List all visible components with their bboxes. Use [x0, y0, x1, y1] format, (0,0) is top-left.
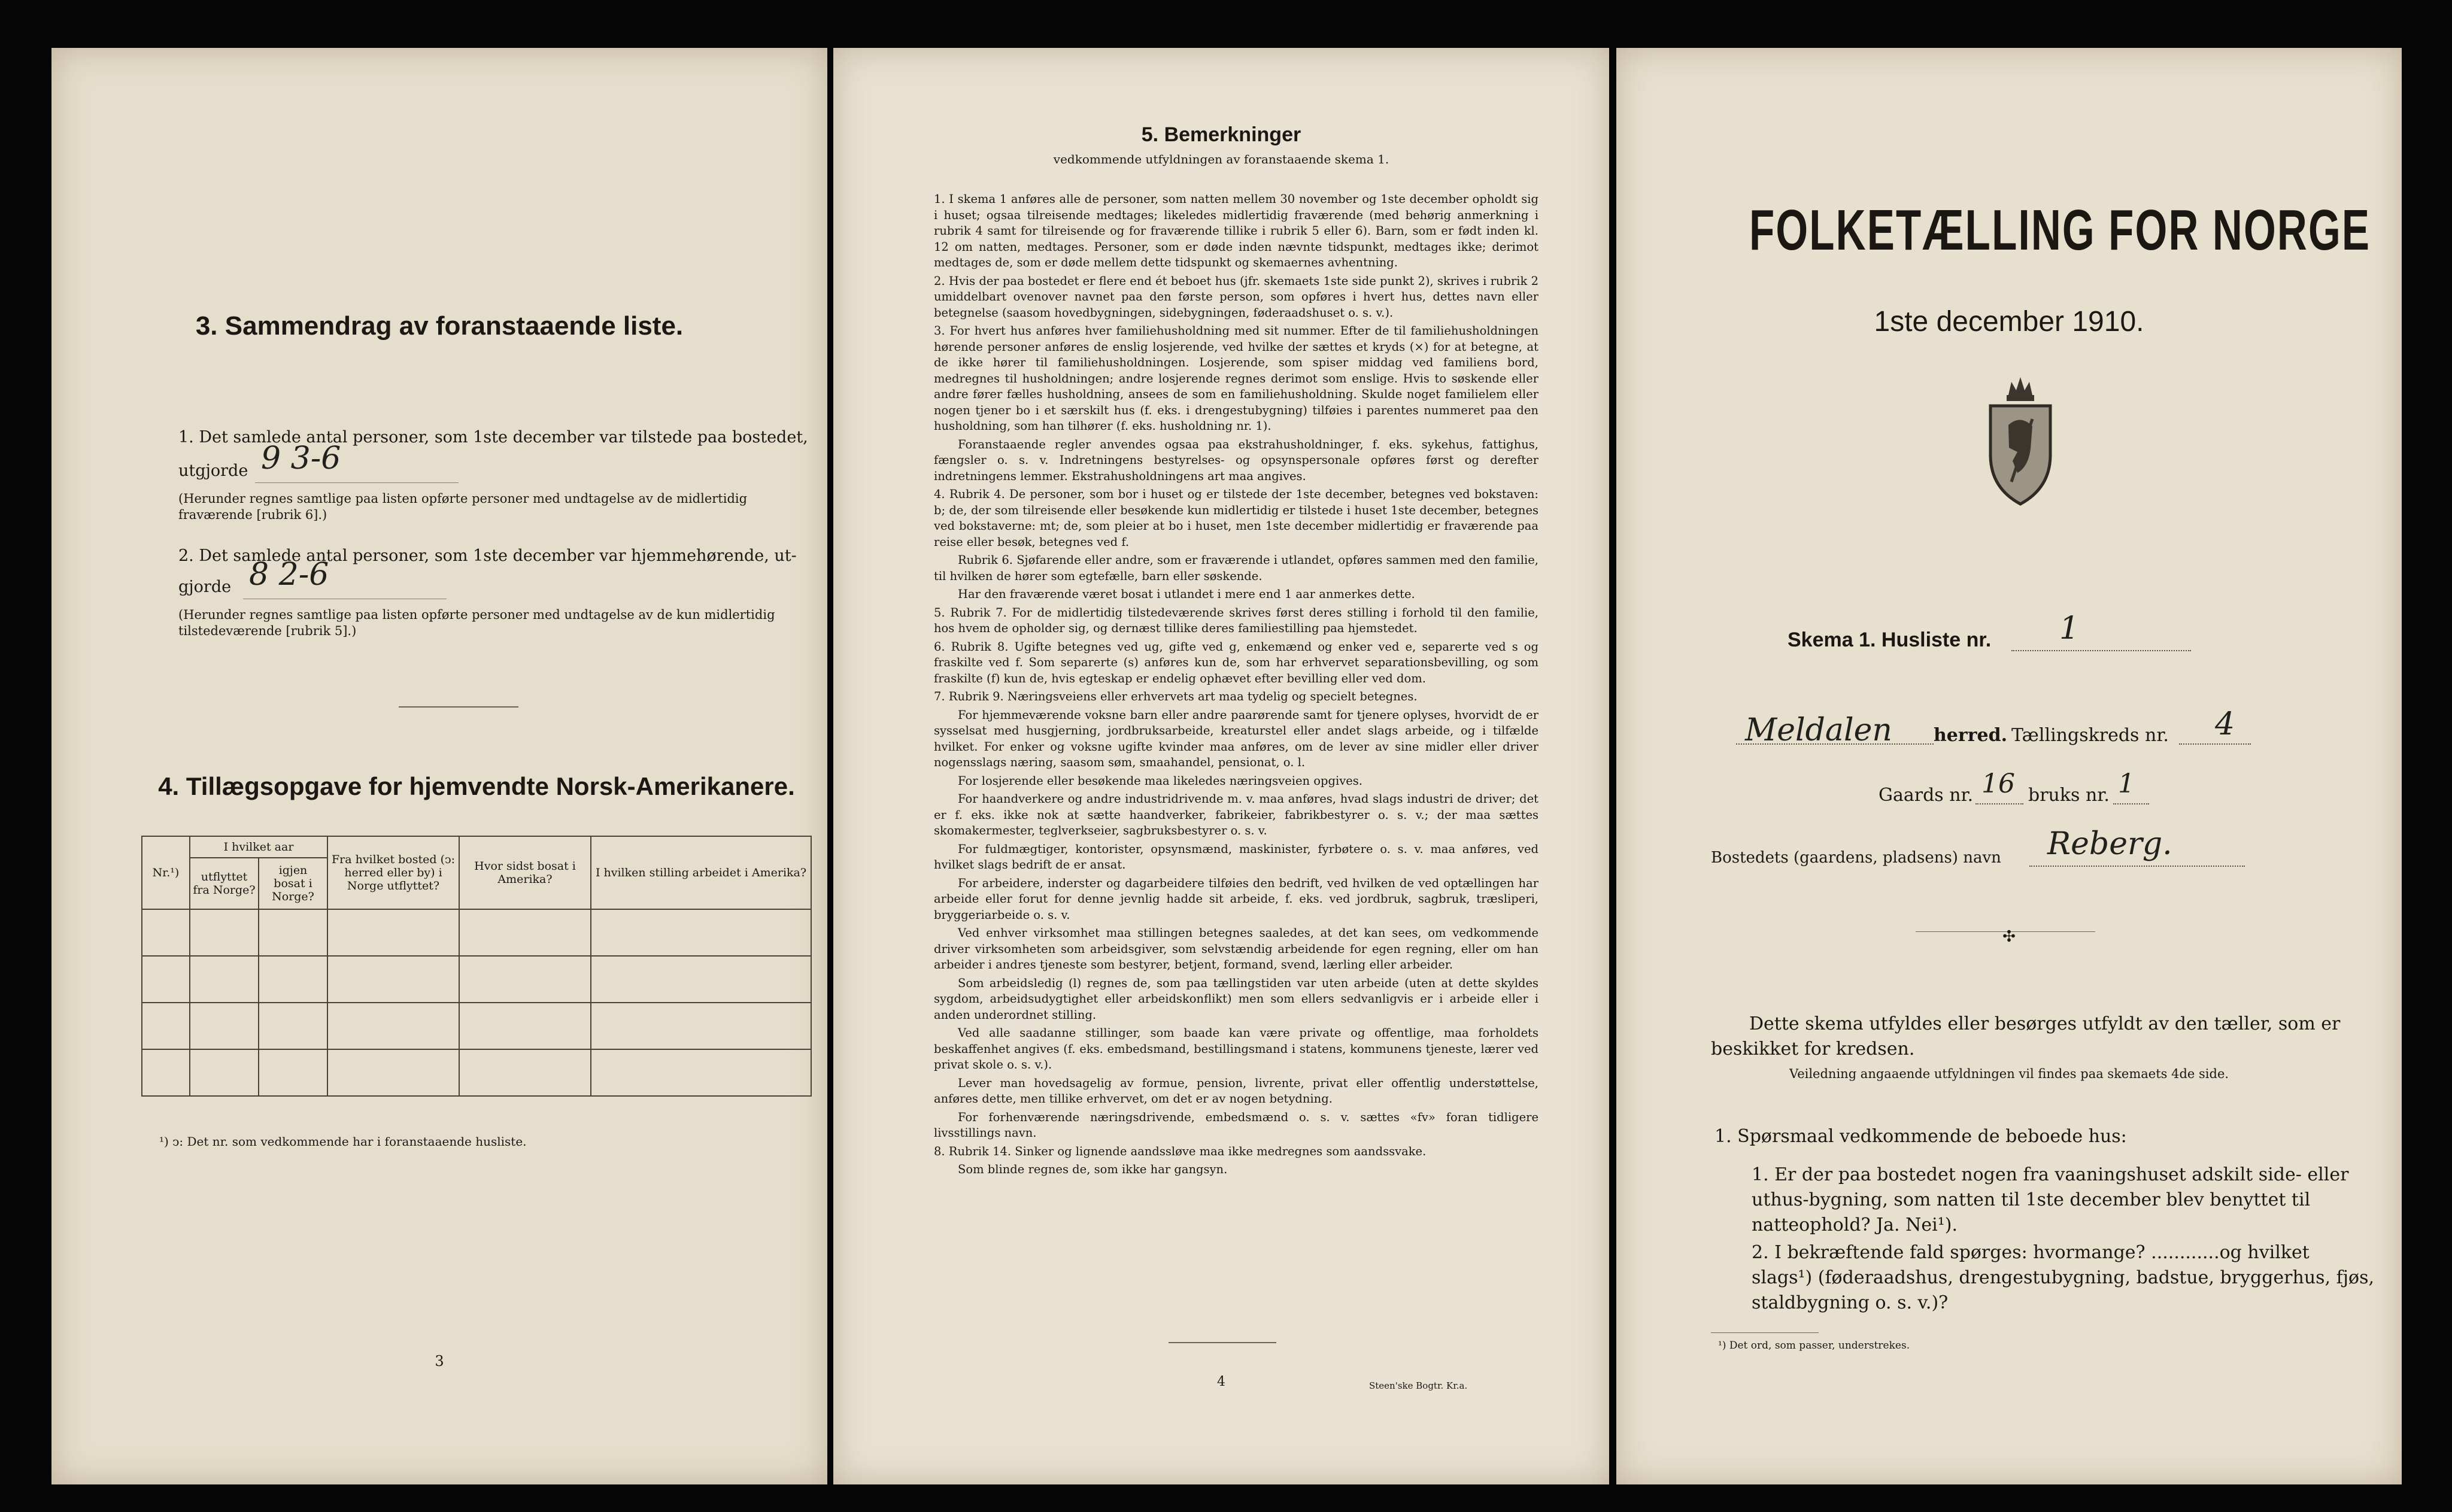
husliste-nr-handwritten: 1 [2059, 611, 2080, 646]
col-fra-hvilket-bosted: Fra hvilket bosted (ↄ: herred eller by) i Norge utflyttet? [327, 836, 459, 909]
remark-paragraph: 5. Rubrik 7. For de midlertidig tilstedeværende skrives først deres stilling i forhold til den familie, hos hvem de opholder sig, og dernæst tillike deres familiestilling paa hjemstedet. [934, 605, 1538, 635]
intro-text: Dette skema utfyldes eller besørges utfyldt av den tæller, som er beskikket for kredsen. [1711, 1013, 2341, 1059]
remark-paragraph: Lever man hovedsagelig av formue, pension, livrente, privat eller offentlig understøttelse, anføres dette, men tillike erhvervet, om det er av nogen betydning. [934, 1076, 1538, 1106]
col-igjen-bosat: igjen bosat i Norge? [259, 858, 327, 909]
herred-label: herred. [1934, 725, 2008, 746]
remarks-title: 5. Bemerkninger [1141, 123, 1301, 146]
coat-of-arms-icon [1975, 371, 2065, 509]
section-3-title: 3. Sammendrag av foranstaaende liste. [195, 311, 684, 341]
remark-paragraph: Ved alle saadanne stillinger, som baade kan være private og offentlige, maa forholdets beskaffenhet angives (f. eks. embedsmand, bestillingsmand i statens, kommunens tjeneste, lærer ved privat skole o. s. v.). [934, 1026, 1538, 1071]
summary-item-1-handwritten: 9 3-6 [261, 441, 341, 476]
summary-item-2-handwritten: 8 2-6 [249, 557, 329, 593]
remark-paragraph: 7. Rubrik 9. Næringsveiens eller erhvervets art maa tydelig og specielt betegnes. [934, 690, 1418, 703]
divider [399, 706, 518, 708]
table-footnote: ¹) ↄ: Det nr. som vedkommende har i foranstaaende husliste. [159, 1134, 527, 1149]
summary-item-1-note: (Herunder regnes samtlige paa listen opførte personer med undtagelse av de midlertidig fraværende [rubrik 6].) [178, 491, 748, 522]
remark-paragraph: For fuldmægtiger, kontorister, opsynsmænd, maskinister, fyrbøtere o. s. v. maa anføres, ved hvilket slags bedrift de er ansat. [934, 842, 1538, 872]
remark-paragraph: For arbeidere, inderster og dagarbeidere tilføies den bedrift, ved hvilken de ved optællingen har arbeide eller forut for denne jevnlig hadde sit arbeide, f. eks. ved jordbruk, sagbruk, træsliperi, bryggeriarbeide o. s. v. [934, 876, 1538, 922]
remark-paragraph: Har den fraværende været bosat i utlandet i mere end 1 aar anmerkes dette. [958, 587, 1415, 601]
col-nr: Nr.¹) [142, 836, 190, 909]
col-i-hvilket-aar: I hvilket aar [190, 836, 327, 858]
col-hvor-sidst-bosat: Hvor sidst bosat i Amerika? [459, 836, 591, 909]
veiledning-text: Veiledning angaaende utfyldningen vil findes paa skemaets 4de side. [1789, 1067, 2229, 1081]
page-number: 3 [435, 1353, 444, 1370]
remark-paragraph: 6. Rubrik 8. Ugifte betegnes ved ug, gifte ved g, enkemænd og enker ved e, separerte ved s og fraskilte ved f. Som separerte (s) anføres kun de, som har erhvervet separationsbevilling, og som fraskilte (f) kun de, hvis egteskap er endelig ophævet efter bevilling eller ved dom. [934, 639, 1538, 685]
col-stilling: I hvilken stilling arbeidet i Amerika? [591, 836, 811, 909]
ornament-icon: ✣ [2002, 928, 2016, 946]
summary-item-2-note: (Herunder regnes samtlige paa listen opførte personer med undtagelse av de kun midlertidig tilstedeværende [rubrik 5].) [178, 608, 775, 638]
printer-imprint: Steen'ske Bogtr. Kr.a. [1369, 1380, 1468, 1391]
page1-footnote: ¹) Det ord, som passer, understrekes. [1718, 1340, 1910, 1352]
bosted-handwritten: Reberg. [2047, 826, 2172, 862]
question-2: 2. I bekræftende fald spørges: hvormange? ............og hvilket slags¹) (føderaadshus, drengestubygning, badstue, bryggerhus, fjøs, staldbygning o. s. v.)? [1752, 1242, 2375, 1313]
page-3 [51, 48, 827, 1484]
table-row [142, 1003, 811, 1049]
section-4-title: 4. Tillægsopgave for hjemvendte Norsk-Amerikanere. [158, 772, 795, 800]
census-date: 1ste december 1910. [1874, 306, 2144, 338]
table-row [142, 1049, 811, 1096]
remark-paragraph: For forhenværende næringsdrivende, embedsmænd o. s. v. sættes «fv» foran tidligere livsstillings navn. [934, 1110, 1538, 1140]
bruks-label: bruks nr. [2028, 785, 2110, 806]
gaards-handwritten: 16 [1981, 769, 2015, 799]
page-1 [1616, 48, 2402, 1484]
remark-paragraph: Ved enhver virksomhet maa stillingen betegnes saaledes, at det kan sees, om vedkommende driver virksomheten som arbeidsgiver, som selvstændig arbeidende for egen regning, eller om han arbeider i andres tjeneste som bestyrer, betjent, formand, svend, lærling eller arbeider. [934, 926, 1538, 971]
herred-handwritten: Meldalen [1745, 712, 1892, 748]
remarks-body [934, 192, 1538, 1180]
remark-paragraph: 2. Hvis der paa bostedet er flere end ét beboet hus (jfr. skemaets 1ste side punkt 2), skrives i rubrik 2 umiddelbart ovenover navnet paa den første person, som opføres i hvert hus, dettes navn eller betegnelse (saasom hovedbygningen, sidebygningen, føderaadshuset o. s. v.). [934, 274, 1538, 320]
gaards-label: Gaards nr. [1879, 785, 1974, 806]
summary-item-1-text: 1. Det samlede antal personer, som 1ste december var tilstede paa bostedet, [178, 428, 808, 447]
table-row [142, 909, 811, 956]
kreds-handwritten: 4 [2215, 706, 2235, 742]
remark-paragraph: 1. I skema 1 anføres alle de personer, som natten mellem 30 november og 1ste december opholdt sig i huset; ogsaa tilreisende medtages; likeledes midlertidig fraværende (med behørig anmerkning i rubrik 4 samt for tilreisende og for fraværende tillike i rubrik 5 eller 6). Barn, som er født inden kl. 12 om natten, medtages. Personer, som er døde inden nævnte tidspunkt, medtages ikke; derimot medtages de, som er døde mellem dette tidspunkt og skemaernes avhentning. [934, 192, 1538, 269]
questions-heading: 1. Spørsmaal vedkommende de beboede hus: [1714, 1126, 2127, 1147]
page-number: 4 [1217, 1374, 1225, 1389]
bruks-handwritten: 1 [2118, 769, 2135, 799]
kreds-label: Tællingskreds nr. [2011, 725, 2169, 746]
remark-paragraph: 4. Rubrik 4. De personer, som bor i huset og er tilstede der 1ste december, betegnes ved bokstaven: b; de, der som tilreisende eller besøkende kun midlertidig er tilstede i huset 1ste december, betegnes ved bokstaverne: mt; de, som pleier at bo i huset, men 1ste december midlertidig er fraværende paa reise eller besøk, betegnes ved f. [934, 487, 1538, 549]
col-utflyttet: utflyttet fra Norge? [190, 858, 259, 909]
summary-item-1-utgjorde: utgjorde [178, 462, 248, 480]
bosted-label: Bostedets (gaardens, pladsens) navn [1711, 849, 2001, 867]
census-title: FOLKETÆLLING FOR NORGE [1749, 198, 2371, 262]
remark-paragraph: 8. Rubrik 14. Sinker og lignende aandssløve maa ikke medregnes som aandssvake. [934, 1144, 1427, 1158]
remark-paragraph: Rubrik 6. Sjøfarende eller andre, som er fraværende i utlandet, opføres sammen med den familie, til hvilken de hører som egtefælle, barn eller søskende. [934, 553, 1538, 583]
summary-item-2-text: 2. Det samlede antal personer, som 1ste december var hjemmehørende, ut- [178, 546, 797, 565]
remark-paragraph: For haandverkere og andre industridrivende m. v. maa anføres, hvad slags industri de driver; det er f. eks. ikke nok at sætte haandverker, fabrikeier, fabrikbestyrer o. s. v.; der maa sættes skomakermester, teglverkseier, sagbruksbestyrer o. s. v. [934, 792, 1538, 837]
remark-paragraph: For losjerende eller besøkende maa likeledes næringsveien opgives. [958, 773, 1362, 788]
table-row [142, 956, 811, 1003]
page-4 [833, 48, 1609, 1484]
remark-paragraph: For hjemmeværende voksne barn eller andre paarørende samt for tjenere oplyses, hvorvidt de er sysselsat med husgjerning, jordbruksarbeide, kreaturstel eller andet slags arbeide, og i tilfælde hvilket. For enker og voksne ugifte kvinder maa anføres, om de lever av sine midler eller driver nogensslags næring, saasom søm, smaahandel, pensionat, o. l. [934, 708, 1538, 769]
remark-paragraph: Som arbeidsledig (l) regnes de, som paa tællingstiden var uten arbeide (uten at dette skyldes sygdom, arbeidsudygtighet eller arbeidskonflikt) men som ellers sedvanligvis er i arbeide eller i anden underordnet stilling. [934, 976, 1538, 1022]
divider [1169, 1342, 1276, 1343]
schema-line-label: Skema 1. Husliste nr. [1788, 629, 1992, 651]
norsk-amerikanere-table [141, 836, 812, 1097]
divider [1711, 1332, 1819, 1333]
remark-paragraph: Som blinde regnes de, som ikke har gangsyn. [958, 1162, 1228, 1176]
remarks-subtitle: vedkommende utfyldningen av foranstaaende skema 1. [1053, 152, 1389, 166]
summary-item-2-utgjorde: gjorde [178, 578, 232, 596]
remark-paragraph: 3. For hvert hus anføres hver familiehusholdning med sit nummer. Efter de til familiehusholdningen hørende personer anføres de enslig losjerende, ved hvilke der sættes et kryds (×) for at betegne, at de ikke hører til familiehusholdningen. Losjerende, som spiser middag ved familiens bord, medregnes til husholdningen; andre losjerende regnes derimot som enslige. Hvis to søskende eller andre fører fælles husholdning, ansees de som en familiehusholdning. Skulde noget familielem eller nogen tjener bo i et særskilt hus (f. eks. i drengestubygning) tilføies i parentes nummeret paa den husholdning, som han tilhører (f. eks. husholdning nr. 1). [934, 324, 1538, 433]
remark-paragraph: Foranstaaende regler anvendes ogsaa paa ekstrahusholdninger, f. eks. sykehus, fattighus, fængsler o. s. v. Indretningens bestyrelses- og opsynspersonale opføres først og derefter indretningens lemmer. Ekstrahusholdningens art maa angives. [934, 437, 1538, 483]
question-1: 1. Er der paa bostedet nogen fra vaaningshuset adskilt side- eller uthus-bygning, som natten til 1ste december blev benyttet til natteophold? Ja. Nei¹). [1752, 1164, 2349, 1235]
schema-line [1788, 627, 1991, 652]
